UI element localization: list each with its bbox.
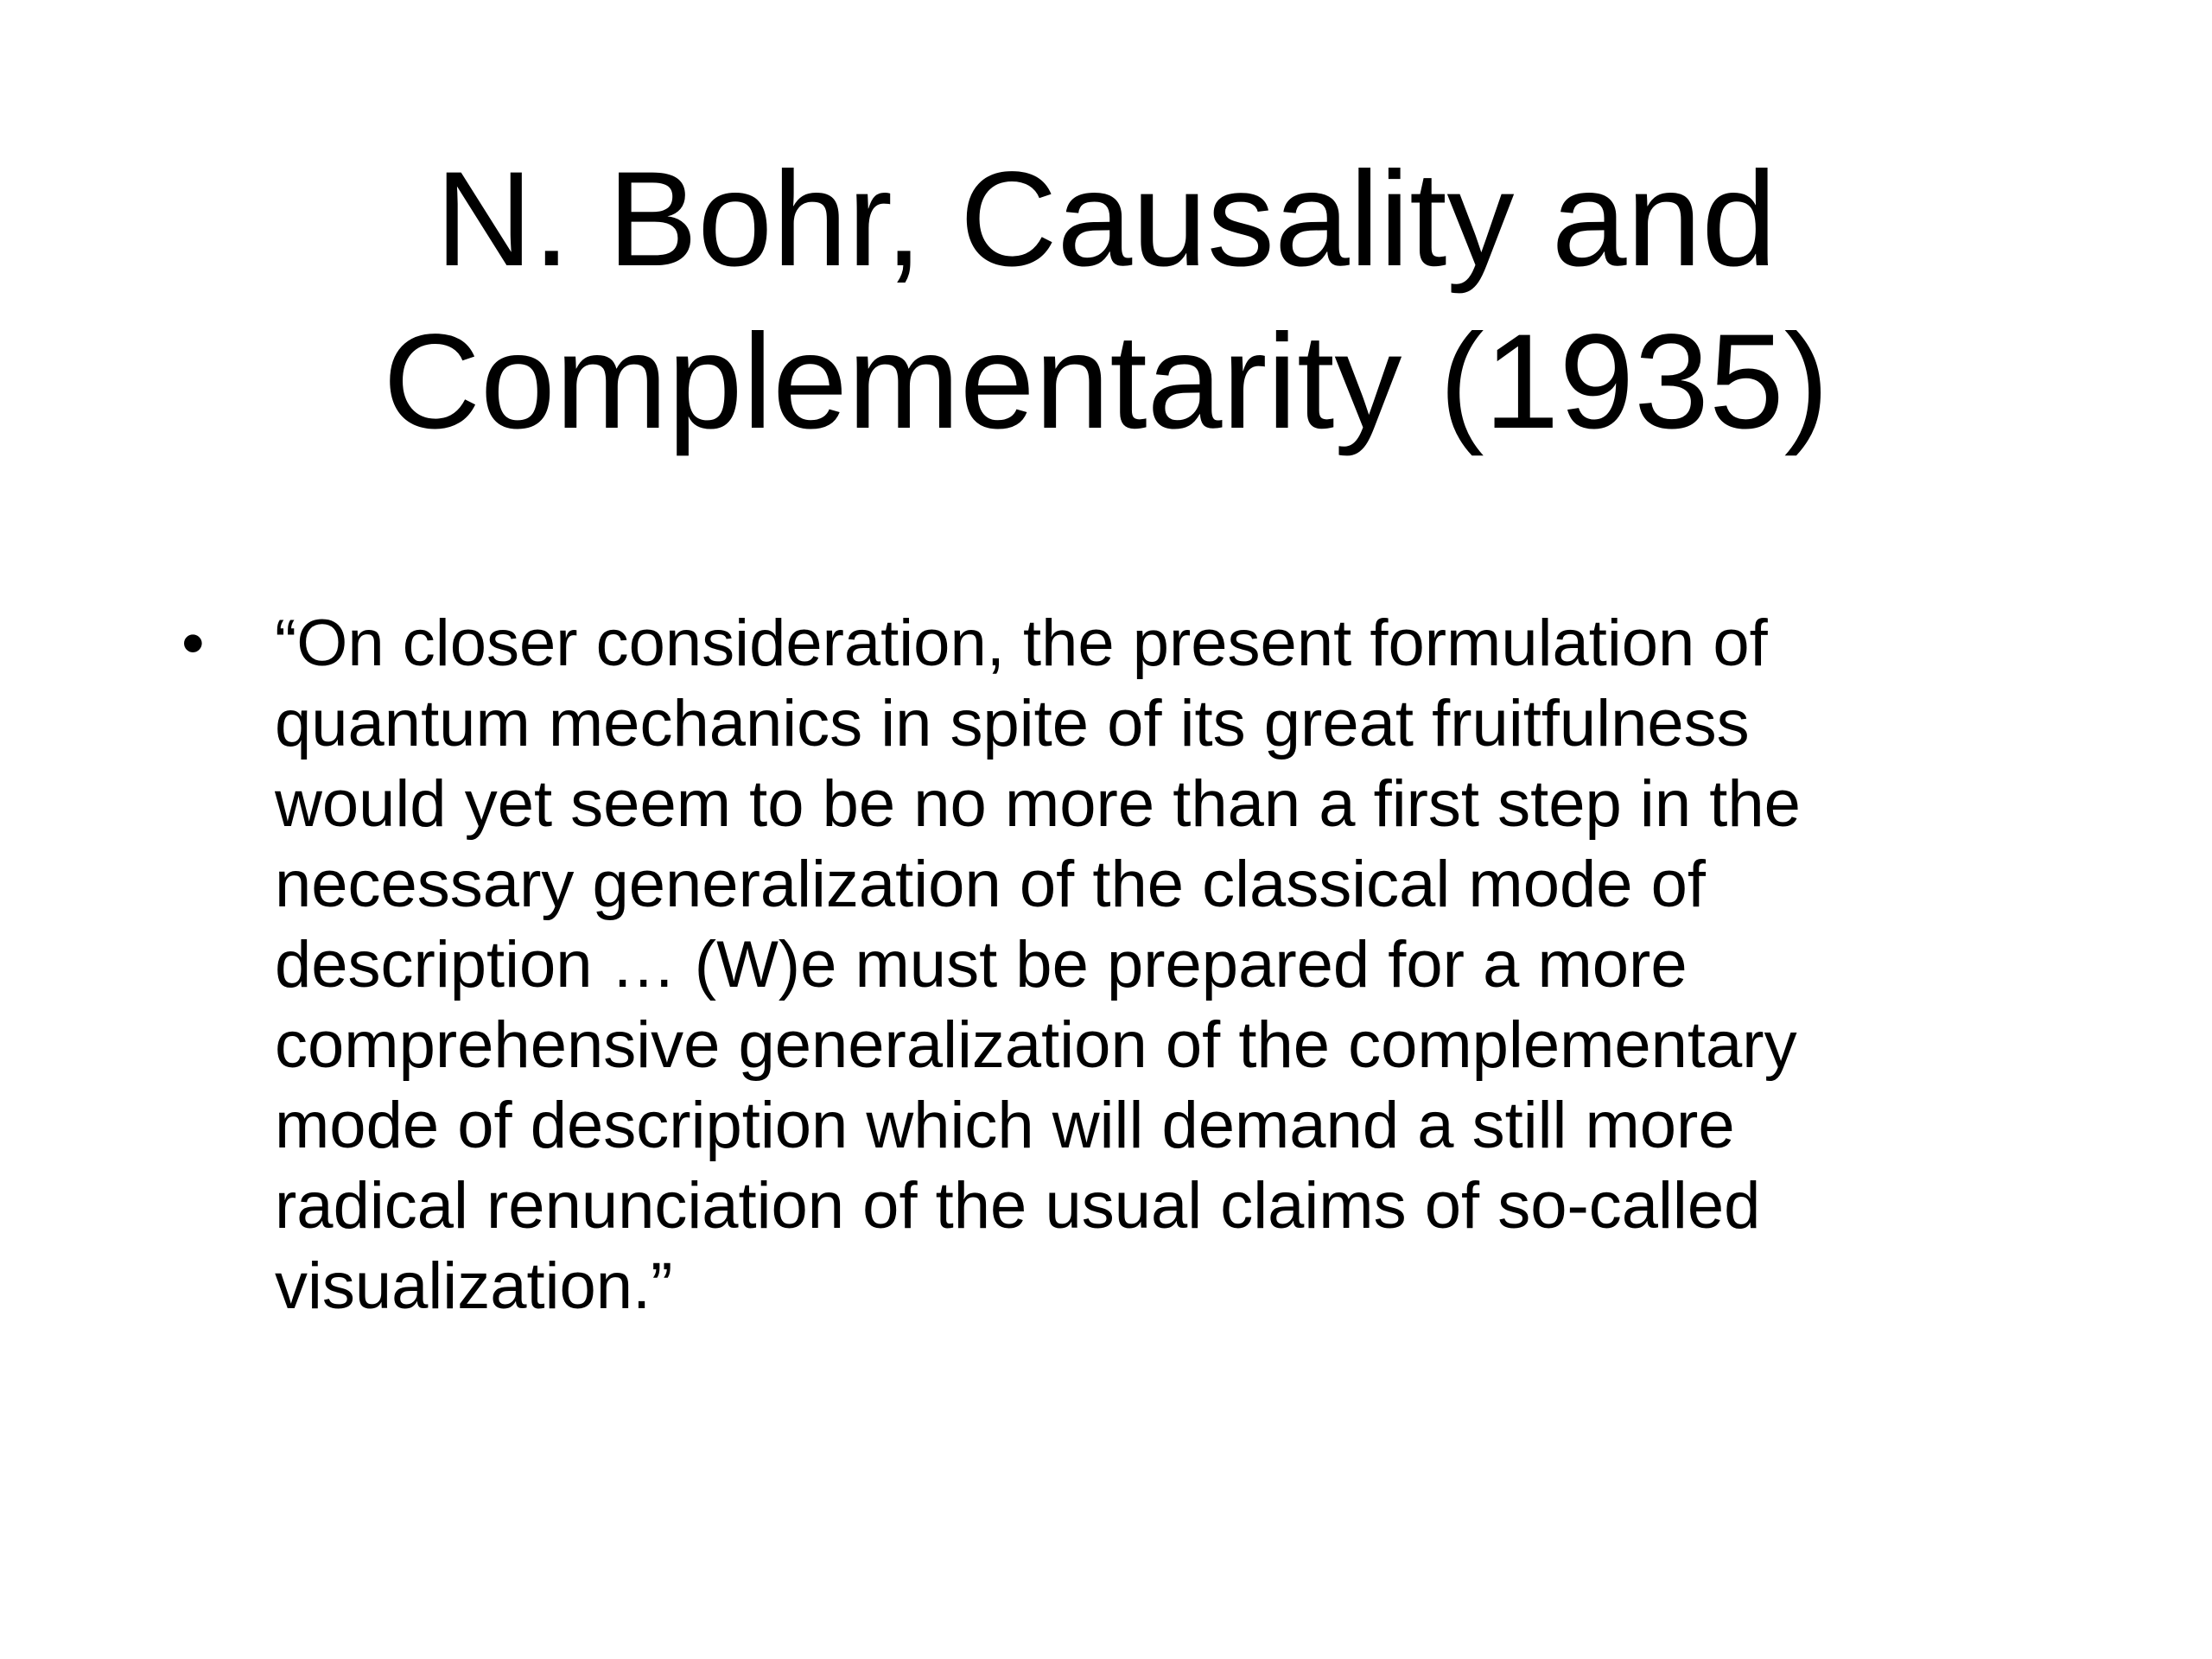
slide-title [0,138,2212,463]
bullet-icon: • [181,607,205,680]
quote-line-8: radical renunciation of the usual claims of so-called [275,1169,1761,1243]
quote-line-6: comprehensive generalization of the complementary [275,1008,1797,1082]
quote-line-4: necessary generalization of the classical mode of [275,848,1707,921]
quote-line-1: “On closer consideration, the present formulation of [275,607,1768,680]
quote-line-7: mode of description which will demand a still more [275,1089,1735,1162]
quote-line-3: would yet seem to be no more than a first step in the [275,767,1801,841]
quote-line-5: description … (W)e must be prepared for a more [275,928,1688,1001]
bullet-list [181,603,2065,1326]
bullet-item-quote [181,603,2065,1326]
quote-line-2: quantum mechanics in spite of its great fruitfulness [275,687,1750,760]
quote-line-9: visualization.” [275,1249,673,1323]
title-line-1: N. Bohr, Causality and [435,144,1777,295]
title-line-2: Complementarity (1935) [383,307,1829,457]
